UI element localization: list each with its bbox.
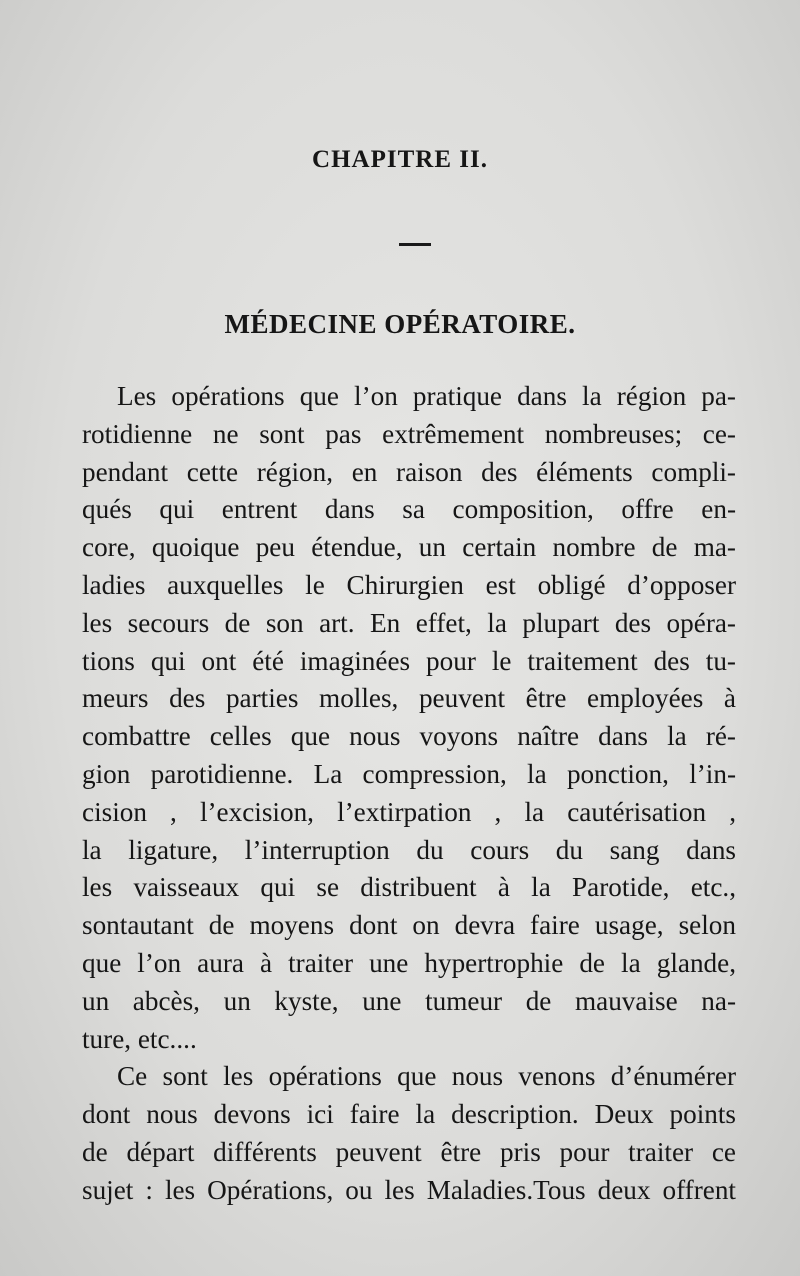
text-line: sujet : les Opérations, ou les Maladies.Tous deux offrent [82,1174,736,1205]
text-line: ture, etc.... [82,1023,197,1054]
text-line: la ligature, l’interruption du cours du sang dans [82,834,736,865]
text-line: dont nous devons ici faire la description. Deux points [82,1099,736,1130]
text-line: qués qui entrent dans sa composition, offre en- [82,494,736,525]
text-line: meurs des parties molles, peuvent être employées à [82,683,736,714]
text-line: Ce sont les opérations que nous venons d’énumérer [117,1061,736,1092]
text-line: cision , l’excision, l’extirpation , la cautérisation , [82,796,736,827]
text-line: sontautant de moyens dont on devra faire usage, selon [82,910,736,941]
chapter-heading: CHAPITRE II. [312,146,488,173]
text-line: un abcès, un kyste, une tumeur de mauvaise na- [82,985,736,1016]
text-line: pendant cette région, en raison des éléments compli- [82,456,736,487]
text-line: rotidienne ne sont pas extrêmement nombreuses; ce- [82,418,736,449]
text-line: ladies auxquelles le Chirurgien est obligé d’opposer [82,569,736,600]
text-line: que l’on aura à traiter une hypertrophie de la glande, [82,947,736,978]
text-line: tions qui ont été imaginées pour le traitement des tu- [82,645,736,676]
body-text [82,378,736,1210]
text-line: combattre celles que nous voyons naître dans la ré- [82,721,736,752]
text-line: les secours de son art. En effet, la plupart des opéra- [82,607,736,638]
separator-dash [399,243,431,246]
text-line: de départ différents peuvent être pris pour traiter ce [82,1136,736,1167]
text-line: core, quoique peu étendue, un certain nombre de ma- [82,532,736,563]
text-line: les vaisseaux qui se distribuent à la Parotide, etc., [82,872,736,903]
section-title: MÉDECINE OPÉRATOIRE. [224,309,576,339]
text-line: Les opérations que l’on pratique dans la région pa- [117,381,736,411]
text-line: gion parotidienne. La compression, la ponction, l’in- [82,758,736,789]
